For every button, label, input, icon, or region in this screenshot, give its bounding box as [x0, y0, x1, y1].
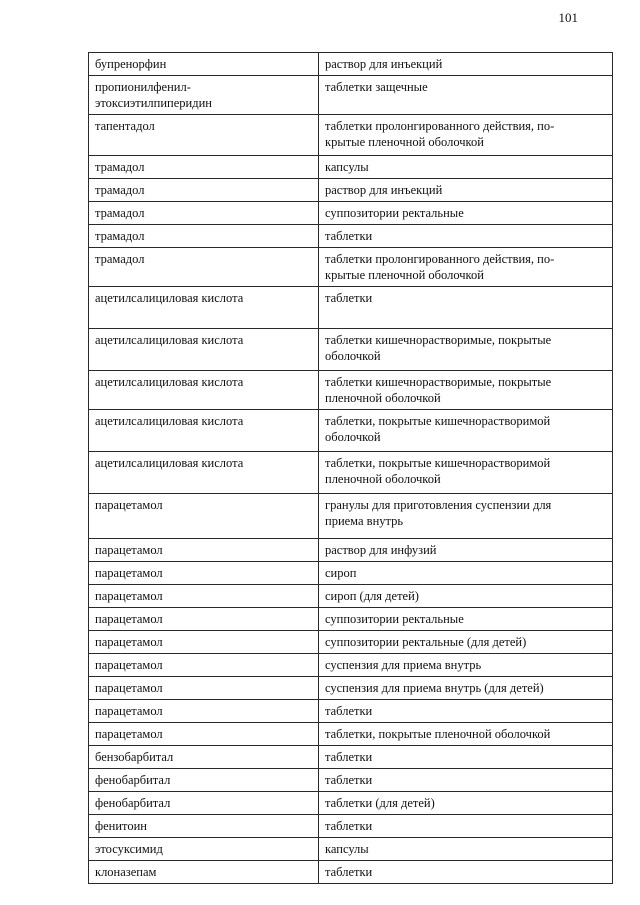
table-row [89, 452, 613, 494]
dosage-form-cell: таблетки [319, 769, 613, 792]
table-row [89, 861, 613, 884]
drug-name-cell: парацетамол [89, 539, 319, 562]
table-row [89, 539, 613, 562]
dosage-form-cell: суппозитории ректальные (для детей) [319, 631, 613, 654]
dosage-form-cell: таблетки, покрытые пленочной оболочкой [319, 723, 613, 746]
dosage-form-cell: суспензия для приема внутрь (для детей) [319, 677, 613, 700]
dosage-form-cell: таблетки кишечнорастворимые, покрытые оболочкой [319, 329, 613, 371]
table-row [89, 410, 613, 452]
table-row [89, 723, 613, 746]
table-row [89, 156, 613, 179]
dosage-form-cell: суспензия для приема внутрь [319, 654, 613, 677]
table-row [89, 115, 613, 156]
drug-name-cell: фенобарбитал [89, 769, 319, 792]
table-row [89, 608, 613, 631]
drug-name-cell: трамадол [89, 156, 319, 179]
drug-name-cell: парацетамол [89, 654, 319, 677]
dosage-form-cell: таблетки [319, 287, 613, 329]
drug-name-cell: парацетамол [89, 677, 319, 700]
dosage-form-cell: таблетки, покрытые кишечнорастворимой оболочкой [319, 410, 613, 452]
table-row [89, 654, 613, 677]
drug-name-cell: ацетилсалициловая кислота [89, 287, 319, 329]
drug-name-cell: фенитоин [89, 815, 319, 838]
table-row [89, 769, 613, 792]
table-row [89, 53, 613, 76]
table-row [89, 838, 613, 861]
page-number: 101 [558, 10, 578, 25]
drug-name-cell: клоназепам [89, 861, 319, 884]
drug-name-cell: парацетамол [89, 700, 319, 723]
dosage-form-cell: гранулы для приготовления суспензии для приема внутрь [319, 494, 613, 539]
table-row [89, 202, 613, 225]
drug-name-cell: этосуксимид [89, 838, 319, 861]
table-row [89, 179, 613, 202]
dosage-form-cell: таблетки пролонгированного действия, по- крытые пленочной оболочкой [319, 248, 613, 287]
dosage-form-cell: таблетки [319, 861, 613, 884]
drug-name-cell: тапентадол [89, 115, 319, 156]
dosage-form-cell: таблетки пролонгированного действия, по- крытые пленочной оболочкой [319, 115, 613, 156]
drug-name-cell: парацетамол [89, 723, 319, 746]
dosage-form-cell: таблетки, покрытые кишечнорастворимой пленочной оболочкой [319, 452, 613, 494]
dosage-form-cell: таблетки [319, 225, 613, 248]
drug-name-cell: фенобарбитал [89, 792, 319, 815]
drug-name-cell: пропионилфенил- этоксиэтилпиперидин [89, 76, 319, 115]
dosage-form-cell: сироп (для детей) [319, 585, 613, 608]
dosage-form-cell: сироп [319, 562, 613, 585]
dosage-form-cell: таблетки [319, 700, 613, 723]
drug-name-cell: ацетилсалициловая кислота [89, 410, 319, 452]
dosage-form-cell: таблетки (для детей) [319, 792, 613, 815]
drug-name-cell: трамадол [89, 248, 319, 287]
dosage-form-cell: суппозитории ректальные [319, 608, 613, 631]
dosage-form-cell: капсулы [319, 838, 613, 861]
table-row [89, 631, 613, 654]
table-row [89, 287, 613, 329]
drug-name-cell: трамадол [89, 202, 319, 225]
drug-name-cell: парацетамол [89, 608, 319, 631]
drug-name-cell: парацетамол [89, 631, 319, 654]
table-row [89, 248, 613, 287]
drug-name-cell: ацетилсалициловая кислота [89, 329, 319, 371]
dosage-form-cell: капсулы [319, 156, 613, 179]
table-body [89, 53, 613, 884]
table-row [89, 700, 613, 723]
dosage-form-cell: раствор для инъекций [319, 179, 613, 202]
table-row [89, 76, 613, 115]
dosage-form-cell: раствор для инфузий [319, 539, 613, 562]
table-row [89, 585, 613, 608]
dosage-form-cell: таблетки [319, 746, 613, 769]
table-row [89, 746, 613, 769]
drug-name-cell: бензобарбитал [89, 746, 319, 769]
table-row [89, 494, 613, 539]
table-row [89, 792, 613, 815]
drug-name-cell: парацетамол [89, 494, 319, 539]
dosage-form-cell: таблетки кишечнорастворимые, покрытые пленочной оболочкой [319, 371, 613, 410]
table-row [89, 329, 613, 371]
drug-name-cell: парацетамол [89, 585, 319, 608]
dosage-form-cell: суппозитории ректальные [319, 202, 613, 225]
drug-name-cell: ацетилсалициловая кислота [89, 371, 319, 410]
drug-name-cell: ацетилсалициловая кислота [89, 452, 319, 494]
drug-name-cell: трамадол [89, 179, 319, 202]
drug-name-cell: трамадол [89, 225, 319, 248]
drug-table [88, 52, 613, 884]
table-row [89, 371, 613, 410]
table-row [89, 562, 613, 585]
drug-name-cell: парацетамол [89, 562, 319, 585]
dosage-form-cell: таблетки [319, 815, 613, 838]
dosage-form-cell: таблетки защечные [319, 76, 613, 115]
dosage-form-cell: раствор для инъекций [319, 53, 613, 76]
table-row [89, 815, 613, 838]
drug-name-cell: бупренорфин [89, 53, 319, 76]
table-row [89, 225, 613, 248]
table-row [89, 677, 613, 700]
